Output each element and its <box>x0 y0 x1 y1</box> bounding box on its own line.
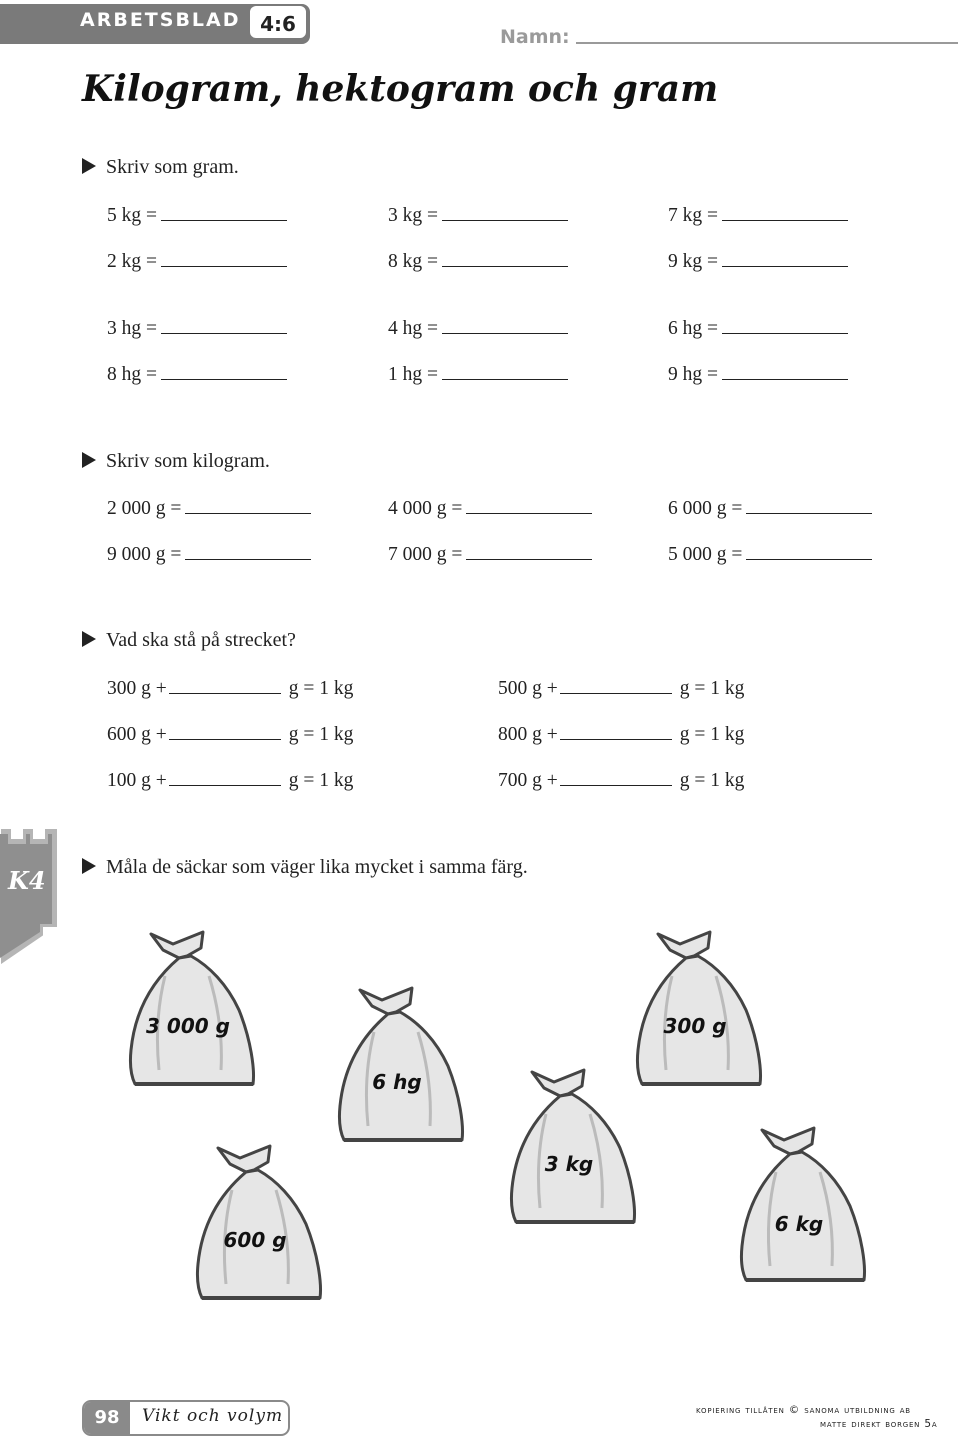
exercise-prompt: 5 000 g = <box>668 544 743 565</box>
exercise-prompt: 3 hg = <box>107 318 157 339</box>
exercise-item <box>498 723 744 746</box>
sack-6hg[interactable] <box>322 986 472 1156</box>
answer-blank[interactable] <box>161 250 287 267</box>
exercise-prompt: 6 000 g = <box>668 498 743 519</box>
exercise-prompt: 5 kg = <box>107 205 157 226</box>
sack-weight-label: 6 hg <box>372 1070 422 1094</box>
page-title: Kilogram, hektogram och gram <box>82 68 719 110</box>
exercise-prompt: 500 g + <box>498 678 558 699</box>
sack-300g[interactable] <box>620 930 770 1100</box>
instruction-text: Skriv som kilogram. <box>106 450 270 472</box>
exercise-item <box>107 250 287 273</box>
chapter-title: Vikt och volym <box>142 1406 284 1426</box>
exercise-item <box>388 543 592 566</box>
answer-blank[interactable] <box>161 317 287 334</box>
exercise-suffix: g = 1 kg <box>679 724 745 745</box>
answer-blank[interactable] <box>442 250 568 267</box>
exercise-prompt: 9 hg = <box>668 364 718 385</box>
instruction-text: Måla de säckar som väger lika mycket i samma färg. <box>106 856 528 878</box>
answer-blank[interactable] <box>722 204 848 221</box>
answer-blank[interactable] <box>466 497 592 514</box>
bullet-triangle-icon <box>82 158 96 174</box>
exercise-prompt: 8 hg = <box>107 364 157 385</box>
instruction-write-as-grams <box>82 156 239 179</box>
exercise-item <box>498 769 744 792</box>
sack-weight-label: 6 kg <box>774 1212 824 1236</box>
exercise-suffix: g = 1 kg <box>288 678 354 699</box>
sack-3000g[interactable] <box>113 930 263 1100</box>
exercise-item <box>107 723 353 746</box>
exercise-prompt: 6 hg = <box>668 318 718 339</box>
exercise-prompt: 8 kg = <box>388 251 438 272</box>
exercise-item <box>668 204 848 227</box>
exercise-item <box>668 363 848 386</box>
answer-blank[interactable] <box>185 497 311 514</box>
bullet-triangle-icon <box>82 858 96 874</box>
exercise-item <box>107 497 311 520</box>
answer-blank[interactable] <box>161 204 287 221</box>
sack-6kg[interactable] <box>724 1126 874 1296</box>
answer-blank[interactable] <box>560 769 672 786</box>
exercise-suffix: g = 1 kg <box>679 770 745 791</box>
book-title: matte direkt borgen 5a <box>820 1418 938 1430</box>
exercise-item <box>388 363 568 386</box>
sack-weight-label: 3 000 g <box>146 1014 230 1038</box>
exercise-item <box>388 204 568 227</box>
exercise-item <box>107 317 287 340</box>
instruction-fill-the-blank <box>82 629 296 652</box>
exercise-prompt: 2 000 g = <box>107 498 182 519</box>
bullet-triangle-icon <box>82 452 96 468</box>
exercise-item <box>668 317 848 340</box>
exercise-item <box>388 250 568 273</box>
exercise-item <box>107 363 287 386</box>
name-label: Namn: <box>500 26 570 48</box>
answer-blank[interactable] <box>169 723 281 740</box>
answer-blank[interactable] <box>442 363 568 380</box>
answer-blank[interactable] <box>442 204 568 221</box>
exercise-item <box>668 543 872 566</box>
sack-weight-label: 600 g <box>223 1228 287 1252</box>
instruction-text: Skriv som gram. <box>106 156 239 178</box>
exercise-prompt: 7 000 g = <box>388 544 463 565</box>
exercise-item <box>107 677 353 700</box>
exercise-suffix: g = 1 kg <box>679 678 745 699</box>
sack-weight-label: 300 g <box>663 1014 727 1038</box>
exercise-suffix: g = 1 kg <box>288 724 354 745</box>
exercise-prompt: 4 000 g = <box>388 498 463 519</box>
exercise-item <box>668 250 848 273</box>
copyright-notice: kopiering tillåten © sanoma utbildning ab <box>696 1404 911 1416</box>
instruction-color-bags <box>82 856 528 879</box>
answer-blank[interactable] <box>560 723 672 740</box>
answer-blank[interactable] <box>560 677 672 694</box>
instruction-text: Vad ska stå på strecket? <box>106 629 296 651</box>
exercise-item <box>668 497 872 520</box>
name-field[interactable] <box>576 42 958 44</box>
exercise-prompt: 7 kg = <box>668 205 718 226</box>
bullet-triangle-icon <box>82 631 96 647</box>
answer-blank[interactable] <box>169 769 281 786</box>
exercise-prompt: 800 g + <box>498 724 558 745</box>
page-number: 98 <box>84 1402 130 1434</box>
exercise-prompt: 700 g + <box>498 770 558 791</box>
answer-blank[interactable] <box>185 543 311 560</box>
exercise-item <box>107 204 287 227</box>
exercise-prompt: 300 g + <box>107 678 167 699</box>
exercise-item <box>388 497 592 520</box>
answer-blank[interactable] <box>746 543 872 560</box>
exercise-item <box>107 543 311 566</box>
exercise-prompt: 600 g + <box>107 724 167 745</box>
exercise-prompt: 4 hg = <box>388 318 438 339</box>
answer-blank[interactable] <box>722 317 848 334</box>
answer-blank[interactable] <box>746 497 872 514</box>
answer-blank[interactable] <box>169 677 281 694</box>
answer-blank[interactable] <box>722 363 848 380</box>
sack-600g[interactable] <box>180 1144 330 1314</box>
exercise-prompt: 9 kg = <box>668 251 718 272</box>
instruction-write-as-kilograms <box>82 450 270 473</box>
exercise-item <box>107 769 353 792</box>
exercise-prompt: 1 hg = <box>388 364 438 385</box>
worksheet-number: 4:6 <box>248 4 308 40</box>
k4-tower-icon <box>0 828 62 968</box>
answer-blank[interactable] <box>442 317 568 334</box>
exercise-item <box>388 317 568 340</box>
sack-weight-label: 3 kg <box>544 1152 594 1176</box>
answer-blank[interactable] <box>722 250 848 267</box>
exercise-prompt: 9 000 g = <box>107 544 182 565</box>
exercise-prompt: 2 kg = <box>107 251 157 272</box>
answer-blank[interactable] <box>466 543 592 560</box>
k4-label: K4 <box>8 866 46 895</box>
worksheet-label: ARBETSBLAD <box>80 9 241 31</box>
sack-icon <box>724 1126 874 1296</box>
exercise-item <box>498 677 744 700</box>
exercise-suffix: g = 1 kg <box>288 770 354 791</box>
exercise-prompt: 3 kg = <box>388 205 438 226</box>
answer-blank[interactable] <box>161 363 287 380</box>
exercise-prompt: 100 g + <box>107 770 167 791</box>
